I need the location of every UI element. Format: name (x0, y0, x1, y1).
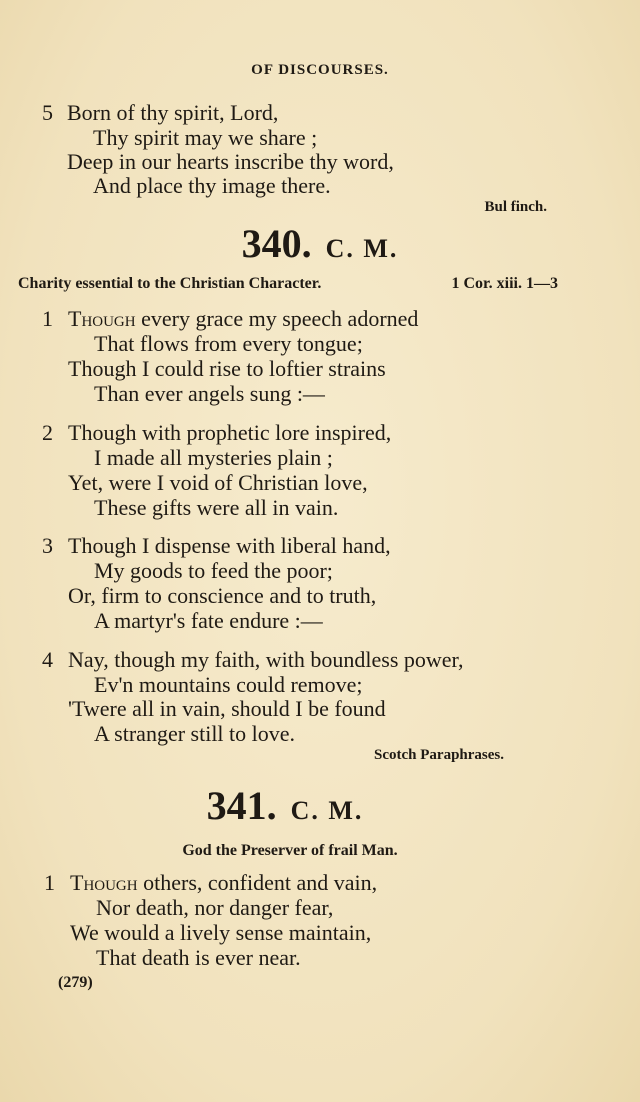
hymn-line: These gifts were all in vain. (94, 495, 339, 520)
hymn-line: My goods to feed the poor; (94, 558, 333, 583)
hymn-meter: C. M. (290, 796, 364, 825)
running-header: OF DISCOURSES. (251, 62, 389, 78)
hymn-line: Nay, though my faith, with boundless power, (68, 647, 464, 672)
stanza-number: 1 (44, 870, 55, 895)
hymn-line: A stranger still to love. (94, 721, 296, 746)
hymn-line: A martyr's fate endure :— (94, 608, 323, 633)
scripture-reference: 1 Cor. xiii. 1—3 (451, 275, 558, 292)
stanza-number: 2 (42, 420, 53, 445)
hymn-line (68, 306, 418, 331)
hymn-line: Than ever angels sung :— (94, 381, 325, 406)
attribution: Bul finch. (484, 199, 547, 215)
hymn-line: And place thy image there. (93, 173, 331, 198)
hymn-line: Or, firm to conscience and to truth, (68, 583, 377, 608)
hymn-line: Born of thy spirit, Lord, (67, 100, 279, 125)
hymn-heading (0, 220, 640, 267)
line-text: others, confident and vain, (137, 870, 378, 895)
drop-word: Though (68, 306, 136, 331)
hymn-heading (0, 782, 570, 829)
stanza-number: 1 (42, 306, 53, 331)
hymn-subject: Charity essential to the Christian Character. (18, 275, 322, 292)
hymn-line: Though I could rise to loftier strains (68, 356, 386, 381)
hymn-subject: God the Preserver of frail Man. (182, 842, 398, 859)
stanza-number: 5 (42, 100, 53, 125)
drop-word: Though (70, 870, 138, 895)
hymn-line: Deep in our hearts inscribe thy word, (67, 149, 394, 174)
hymn-meter: C. M. (325, 234, 399, 263)
line-text: every grace my speech adorned (135, 306, 419, 331)
hymn-line: That flows from every tongue; (94, 331, 363, 356)
hymn-line: Ev'n mountains could remove; (94, 672, 363, 697)
hymn-number: 341. (206, 783, 277, 828)
hymn-line (70, 870, 377, 895)
hymn-line: That death is ever near. (96, 945, 301, 970)
hymn-line: We would a lively sense maintain, (70, 920, 372, 945)
page-number: (279) (58, 974, 93, 991)
stanza-number: 3 (42, 533, 53, 558)
stanza-number: 4 (42, 647, 53, 672)
hymn-line: Nor death, nor danger fear, (96, 895, 334, 920)
attribution: Scotch Paraphrases. (374, 747, 504, 763)
hymn-number: 340. (241, 221, 312, 266)
hymn-line: Though I dispense with liberal hand, (68, 533, 391, 558)
hymn-line: Though with prophetic lore inspired, (68, 420, 392, 445)
hymn-line: Yet, were I void of Christian love, (68, 470, 368, 495)
hymn-line: Thy spirit may we share ; (93, 125, 318, 150)
hymn-line: 'Twere all in vain, should I be found (68, 696, 386, 721)
hymn-line: I made all mysteries plain ; (94, 445, 333, 470)
